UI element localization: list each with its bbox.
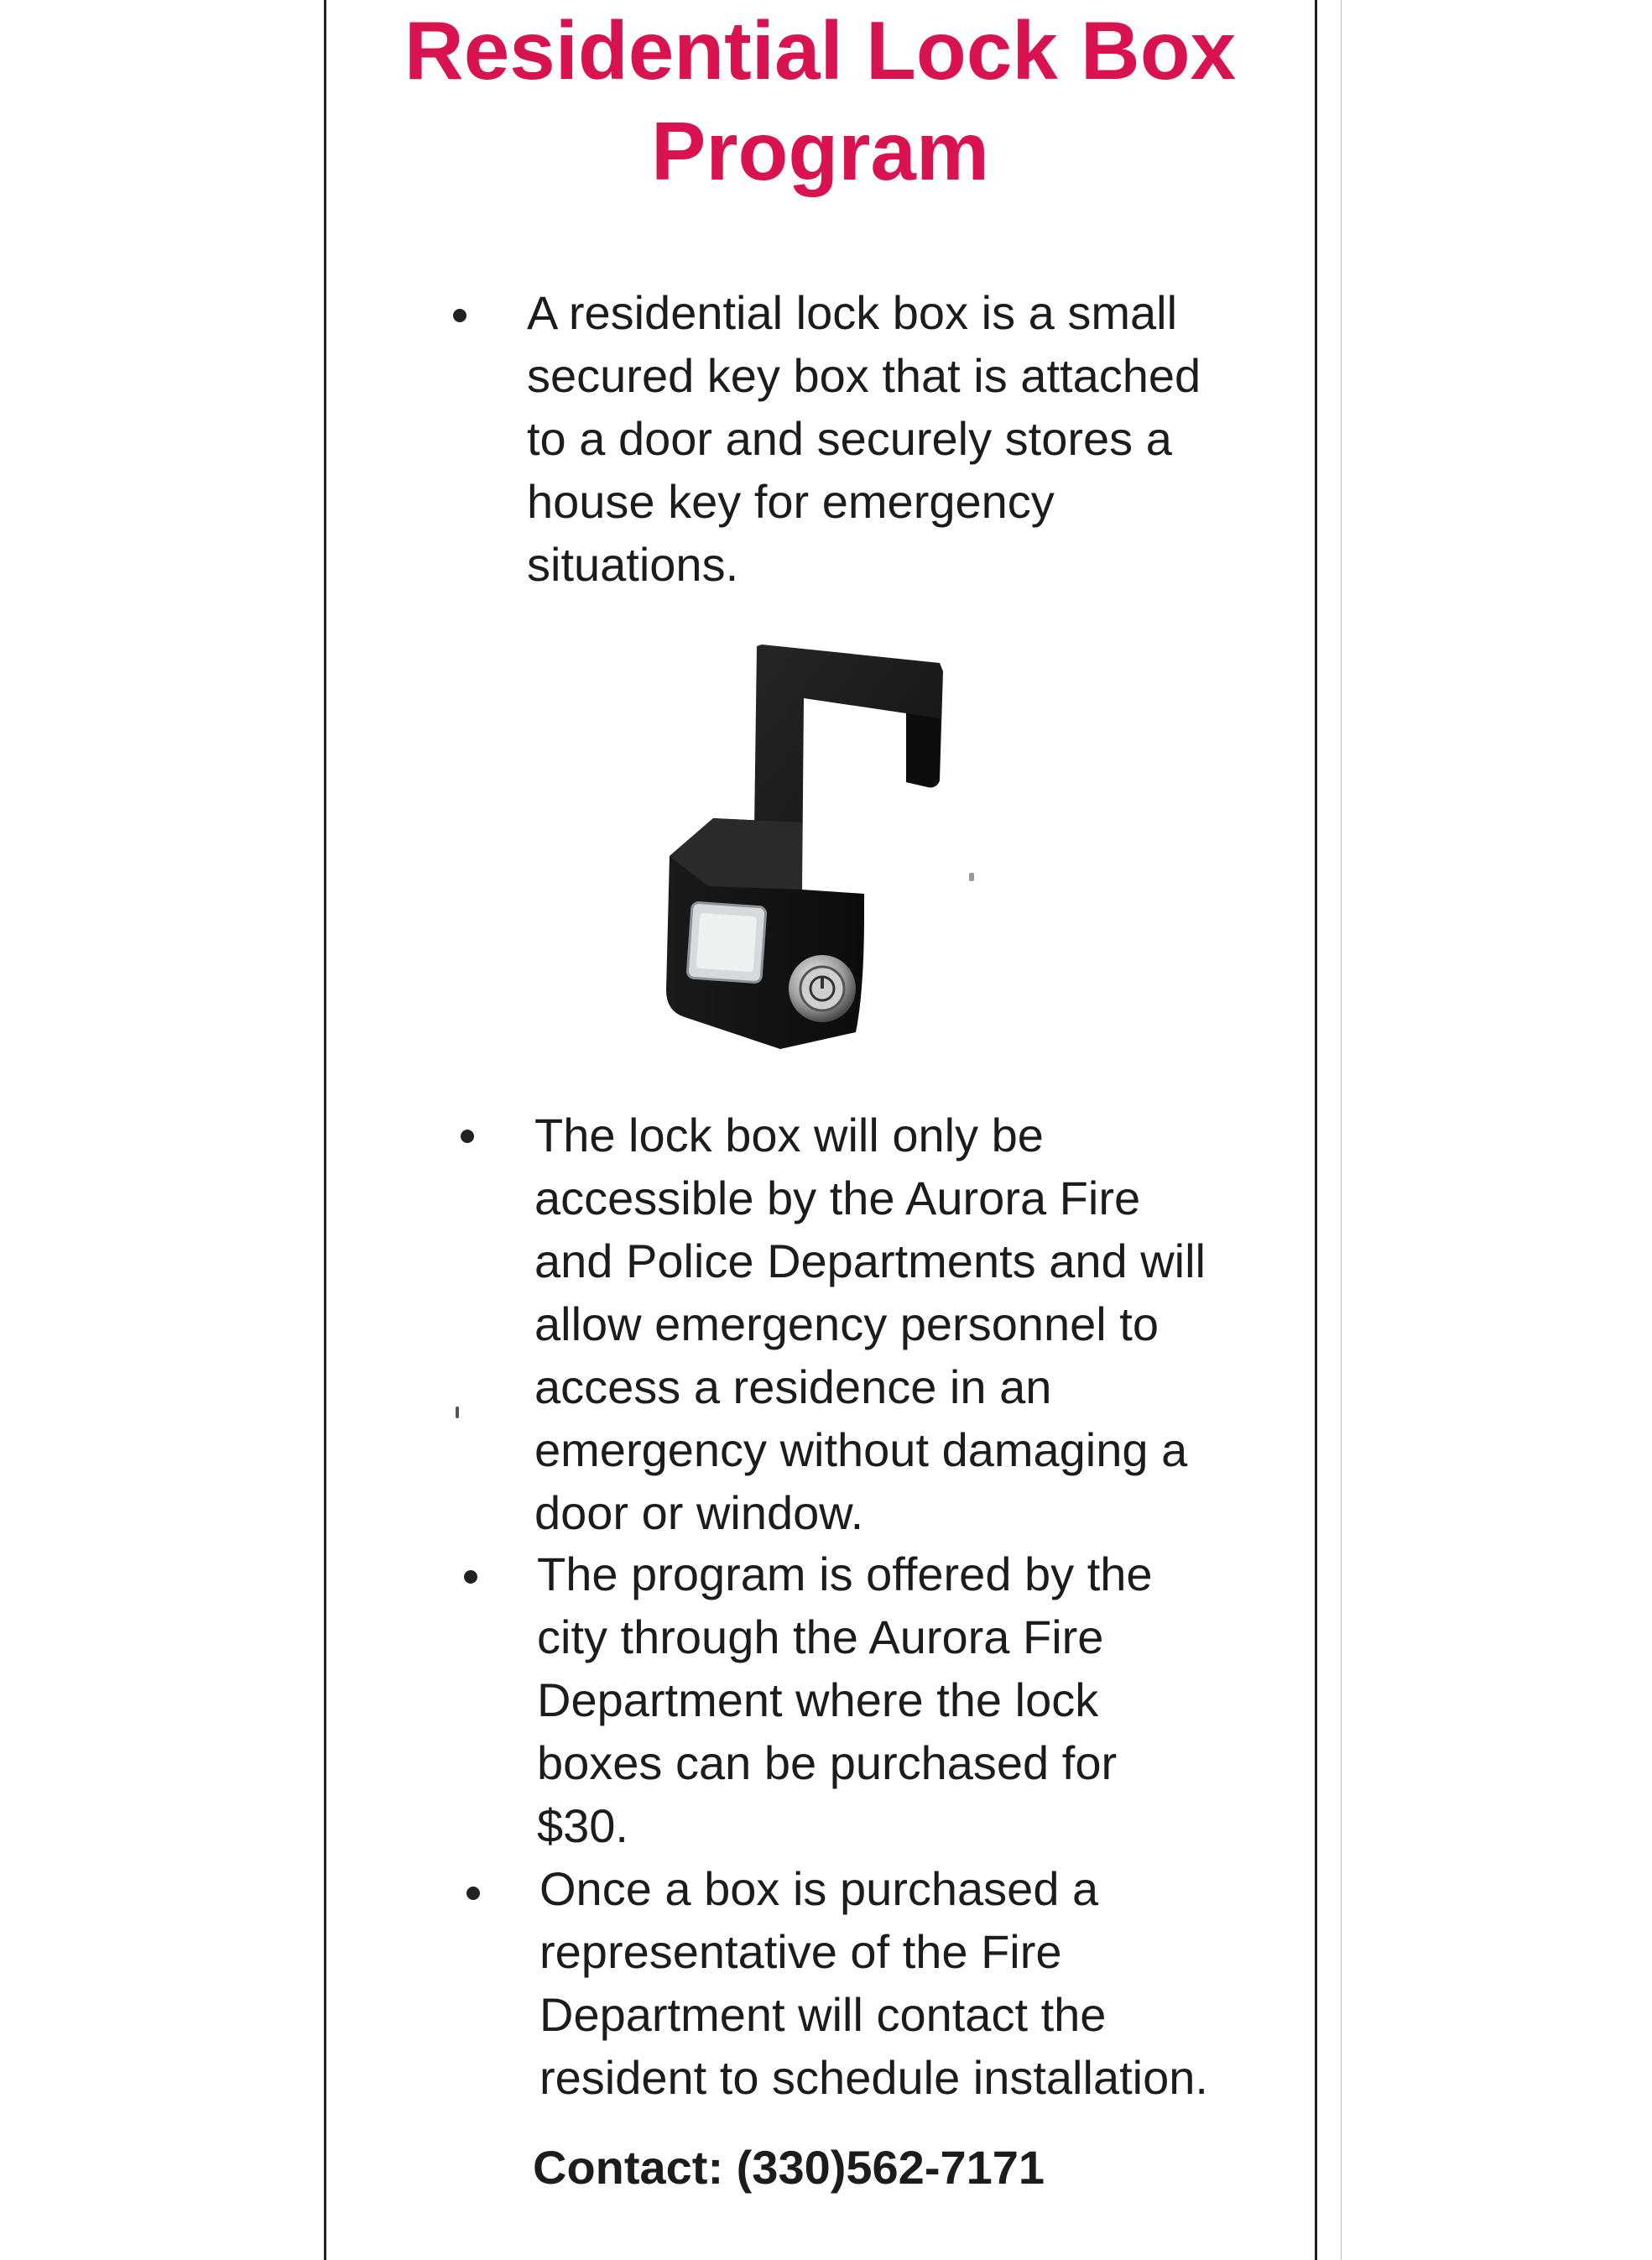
- bullet-line: emergency without damaging a: [534, 1423, 1188, 1476]
- bullet-line: to a door and securely stores a: [527, 412, 1172, 465]
- bullet-line: The program is offered by the: [537, 1548, 1153, 1600]
- contact-phone: Contact: (330)562-7171: [533, 2141, 1045, 2194]
- bullet-line: house key for emergency: [527, 475, 1055, 528]
- bullet-line: Department will contact the: [539, 1988, 1107, 2041]
- lock-box-photo: [654, 638, 1040, 1057]
- bullet-line: allow emergency personnel to: [534, 1297, 1159, 1350]
- bullet-text: [539, 1857, 1208, 2109]
- bullet-line: The lock box will only be: [534, 1109, 1044, 1161]
- bullet-line: access a residence in an: [534, 1360, 1052, 1413]
- bullet-dot: [464, 1570, 477, 1584]
- bullet-text: [534, 1104, 1206, 1544]
- right-border-line: [1315, 0, 1317, 2260]
- bullet-line: accessible by the Aurora Fire: [534, 1172, 1141, 1224]
- bullet-line: door or window.: [534, 1486, 864, 1539]
- bullet-line: $30.: [537, 1799, 628, 1852]
- bullet-line: Once a box is purchased a: [539, 1862, 1099, 1915]
- bullet-line: Department where the lock: [537, 1673, 1099, 1726]
- bullet-line: A residential lock box is a small: [527, 286, 1178, 339]
- title-line-1: Residential Lock Box: [404, 4, 1237, 97]
- bullet-line: and Police Departments and will: [534, 1234, 1206, 1287]
- bullet-dot: [466, 1887, 480, 1900]
- page-title: [331, 0, 1309, 201]
- bullet-line: situations.: [527, 538, 739, 591]
- bullet-line: city through the Aurora Fire: [537, 1610, 1104, 1663]
- bullet-dot: [461, 1130, 474, 1143]
- title-line-2: Program: [650, 105, 989, 197]
- bullet-line: boxes can be purchased for: [537, 1736, 1118, 1789]
- left-border-line: [324, 0, 326, 2260]
- bullet-line: secured key box that is attached: [527, 349, 1201, 402]
- bullet-text: [527, 281, 1201, 596]
- scan-speck: [969, 873, 974, 881]
- scan-speck: [456, 1407, 459, 1418]
- right-border-faint-line: [1341, 0, 1342, 2260]
- bullet-text: [537, 1542, 1153, 1857]
- bullet-dot: [453, 309, 466, 322]
- bullet-line: representative of the Fire: [539, 1925, 1062, 1978]
- bullet-line: resident to schedule installation.: [539, 2051, 1208, 2104]
